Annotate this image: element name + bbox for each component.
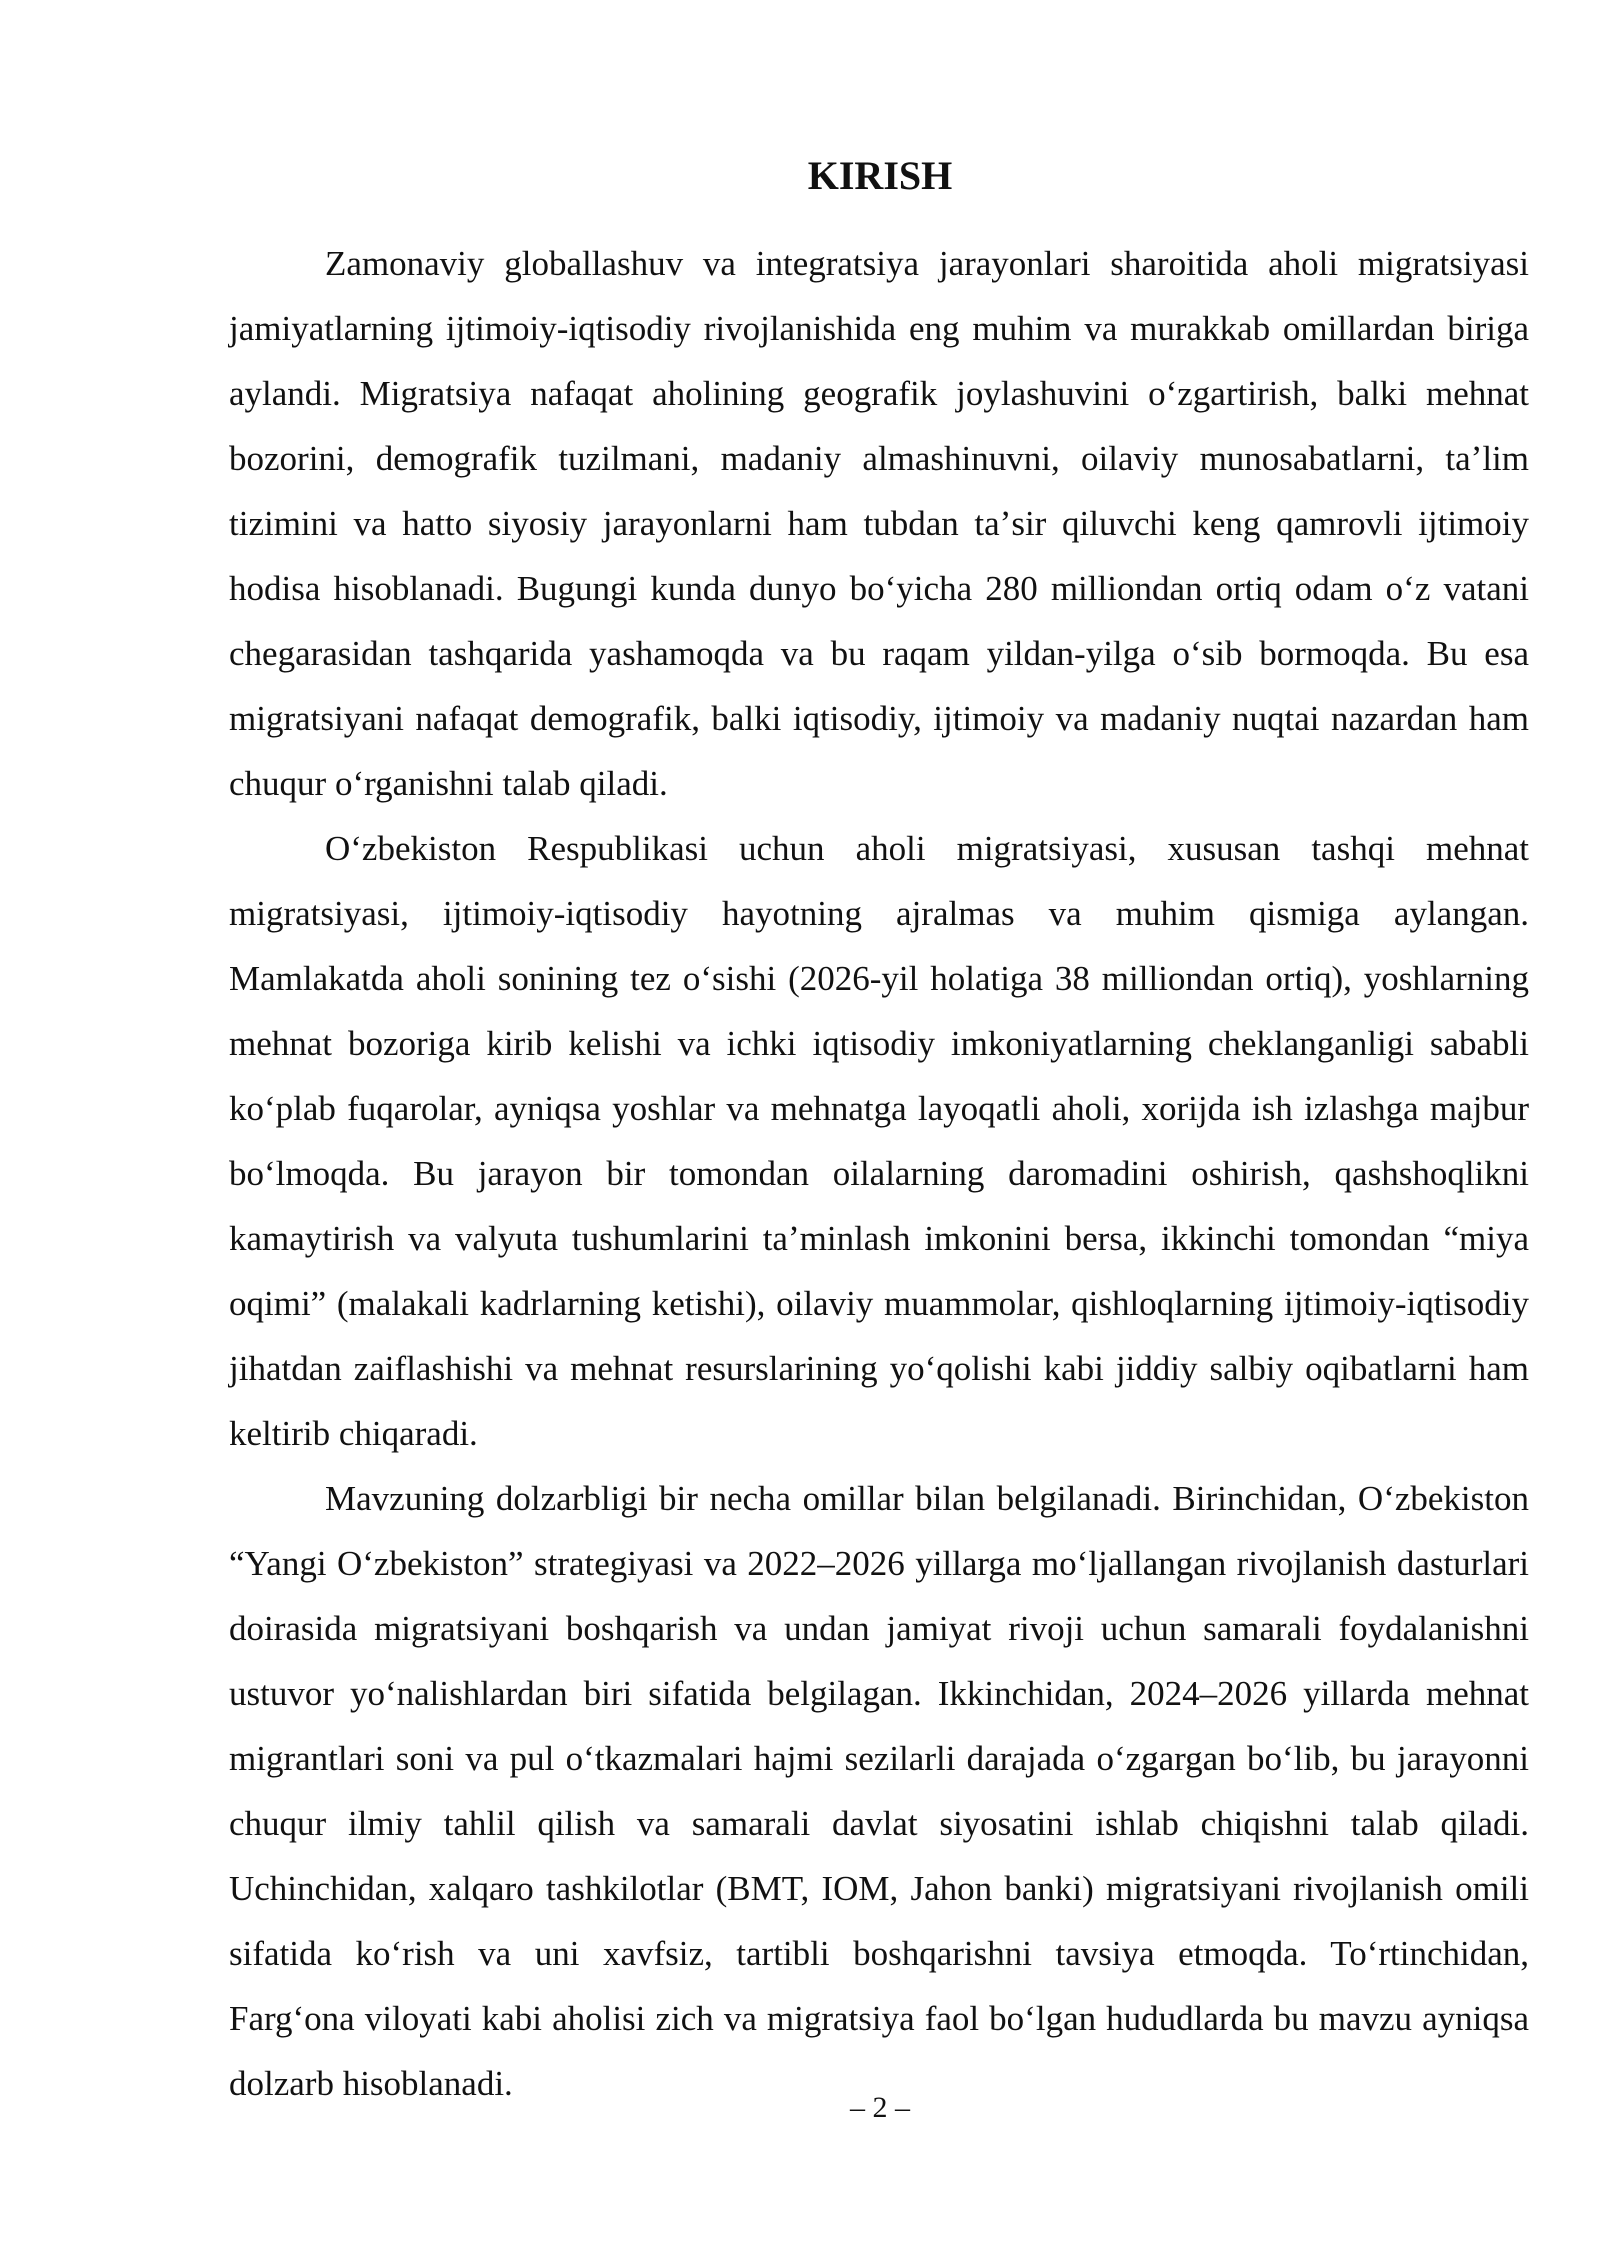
document-body xyxy=(229,231,1529,2116)
paragraph-1: Zamonaviy globallashuv va integratsiya jarayonlari sharoitida aholi migratsiyasi jamiyatlarning ijtimoiy-iqtisodiy rivojlanishida eng muhim va murakkab omillardan biriga aylandi. Migratsiya nafaqat aholining geografik joylashuvini oʻzgartirish, balki mehnat bozorini, demografik tuzilmani, madaniy almashinuvni, oilaviy munosabatlarni, taʼlim tizimini va hatto siyosiy jarayonlarni ham tubdan taʼsir qiluvchi keng qamrovli ijtimoiy hodisa hisoblanadi. Bugungi kunda dunyo boʻyicha 280 milliondan ortiq odam oʻz vatani chegarasidan tashqarida yashamoqda va bu raqam yildan-yilga oʻsib bormoqda. Bu esa migratsiyani nafaqat demografik, balki iqtisodiy, ijtimoiy va madaniy nuqtai nazardan ham chuqur oʻrganishni talab qiladi. xyxy=(229,244,1529,803)
paragraph-3: Mavzuning dolzarbligi bir necha omillar bilan belgilanadi. Birinchidan, Oʻzbekiston “Yangi Oʻzbekiston” strategiyasi va 2022–2026 yillarga moʻljallangan rivojlanish dasturlari doirasida migratsiyani boshqarish va undan jamiyat rivoji uchun samarali foydalanishni ustuvor yoʻnalishlardan biri sifatida belgilagan. Ikkinchidan, 2024–2026 yillarda mehnat migrantlari soni va pul oʻtkazmalari hajmi sezilarli darajada oʻzgargan boʻlib, bu jarayonni chuqur ilmiy tahlil qilish va samarali davlat siyosatini ishlab chiqishni talab qiladi. Uchinchidan, xalqaro tashkilotlar (BMT, IOM, Jahon banki) migratsiyani rivojlanish omili sifatida koʻrish va uni xavfsiz, tartibli boshqarishni tavsiya etmoqda. Toʻrtinchidan, Fargʻona viloyati kabi aholisi zich va migratsiya faol boʻlgan hududlarda bu mavzu ayniqsa dolzarb hisoblanadi. xyxy=(229,1479,1529,2103)
section-title: KIRISH xyxy=(807,153,953,198)
paragraph-2: Oʻzbekiston Respublikasi uchun aholi migratsiyasi, xususan tashqi mehnat migratsiyasi, ijtimoiy-iqtisodiy hayotning ajralmas va muhim qismiga aylangan. Mamlakatda aholi sonining tez oʻsishi (2026-yil holatiga 38 milliondan ortiq), yoshlarning mehnat bozoriga kirib kelishi va ichki iqtisodiy imkoniyatlarning cheklanganligi sababli koʻplab fuqarolar, ayniqsa yoshlar va mehnatga layoqatli aholi, xorijda ish izlashga majbur boʻlmoqda. Bu jarayon bir tomondan oilalarning daromadini oshirish, qashshoqlikni kamaytirish va valyuta tushumlarini taʼminlash imkonini bersa, ikkinchi tomondan “miya oqimi” (malakali kadrlarning ketishi), oilaviy muammolar, qishloqlarning ijtimoiy-iqtisodiy jihatdan zaiflashishi va mehnat resurslarining yoʻqolishi kabi jiddiy salbiy oqibatlarni ham keltirib chiqaradi. xyxy=(229,829,1529,1453)
page-number: – 2 – xyxy=(850,2091,910,2124)
